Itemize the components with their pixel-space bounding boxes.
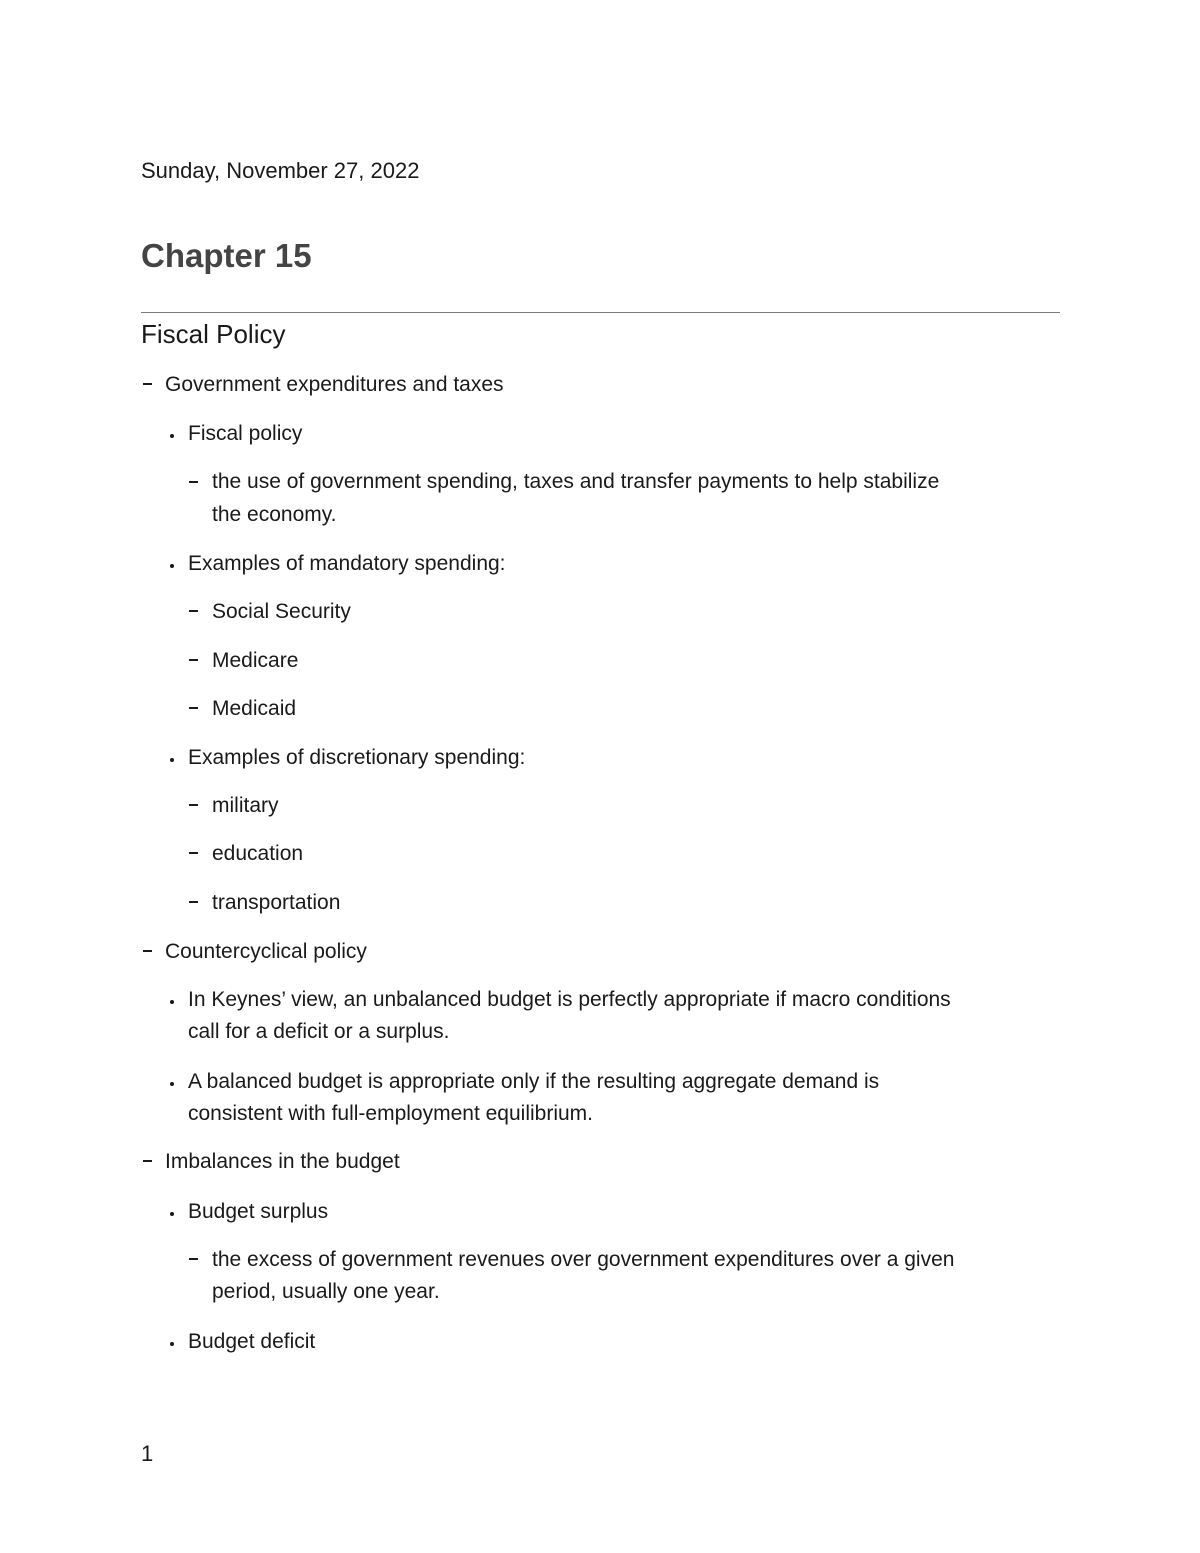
list-item-level3: Medicaid — [212, 697, 297, 720]
list-item-level1: Imbalances in the budget — [165, 1150, 400, 1173]
section-title: Fiscal Policy — [141, 319, 286, 349]
list-item-level1: Countercyclical policy — [165, 940, 367, 963]
list-item-level2: Examples of discretionary spending: — [188, 746, 526, 769]
list-item-continuation: consistent with full-employment equilibrium. — [188, 1102, 593, 1125]
list-item-level3: military — [212, 794, 279, 817]
dot-bullet-icon — [170, 564, 174, 568]
title-divider — [141, 312, 1060, 313]
list-item-level2: Budget deficit — [188, 1330, 316, 1353]
dash-bullet-icon — [143, 950, 152, 952]
list-item-level3: transportation — [212, 891, 341, 914]
note-date: Sunday, November 27, 2022 — [141, 158, 420, 183]
list-item-level2: A balanced budget is appropriate only if the resulting aggregate demand is — [188, 1070, 880, 1093]
list-item-level1: Government expenditures and taxes — [165, 373, 504, 396]
dash-bullet-icon — [189, 804, 198, 806]
dash-bullet-icon — [189, 852, 198, 854]
dot-bullet-icon — [170, 1082, 174, 1086]
dash-bullet-icon — [189, 610, 198, 612]
list-item-level3: the use of government spending, taxes and transfer payments to help stabilize — [212, 470, 940, 493]
dot-bullet-icon — [170, 758, 174, 762]
dash-bullet-icon — [143, 1160, 152, 1162]
dash-bullet-icon — [189, 659, 198, 661]
list-item-level3: education — [212, 842, 304, 865]
dot-bullet-icon — [170, 1000, 174, 1004]
dash-bullet-icon — [189, 1258, 198, 1260]
list-item-level2: Budget surplus — [188, 1200, 329, 1223]
list-item-level3: Social Security — [212, 600, 351, 623]
list-item-level2: Examples of mandatory spending: — [188, 552, 506, 575]
dot-bullet-icon — [170, 434, 174, 438]
dash-bullet-icon — [189, 481, 198, 483]
list-item-level2: Fiscal policy — [188, 422, 303, 445]
list-item-level3: the excess of government revenues over government expenditures over a given — [212, 1248, 955, 1271]
list-item-level3: Medicare — [212, 649, 299, 672]
dash-bullet-icon — [189, 707, 198, 709]
dot-bullet-icon — [170, 1212, 174, 1216]
list-item-continuation: the economy. — [212, 503, 337, 526]
chapter-title: Chapter 15 — [141, 237, 312, 274]
page-number: 1 — [141, 1441, 154, 1466]
list-item-continuation: period, usually one year. — [212, 1280, 440, 1303]
dash-bullet-icon — [143, 383, 152, 385]
dash-bullet-icon — [189, 901, 198, 903]
dot-bullet-icon — [170, 1342, 174, 1346]
list-item-level2: In Keynes’ view, an unbalanced budget is perfectly appropriate if macro conditions — [188, 988, 951, 1011]
list-item-continuation: call for a deficit or a surplus. — [188, 1020, 450, 1043]
